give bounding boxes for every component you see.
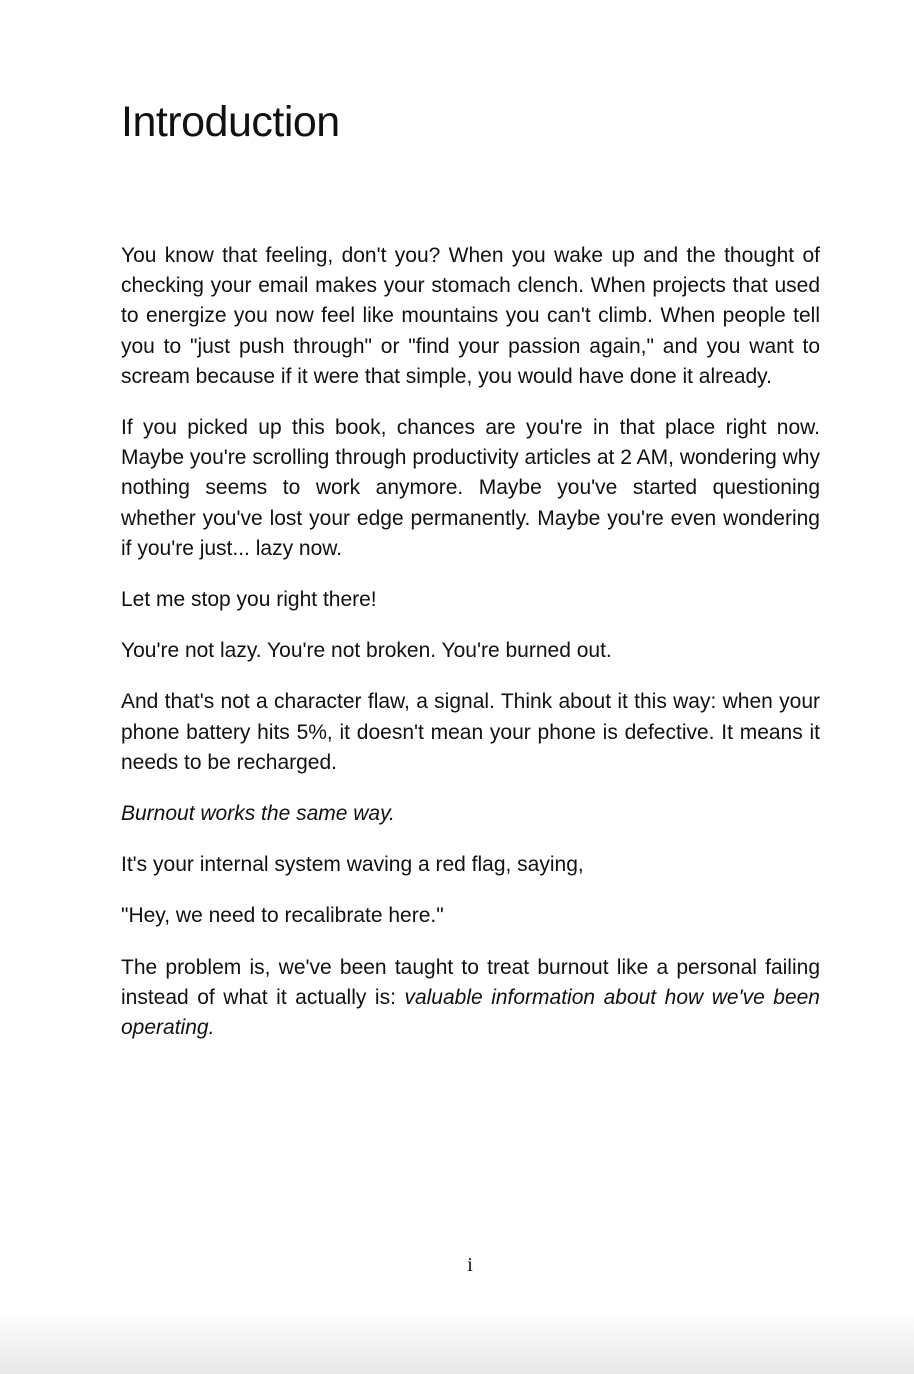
paragraph-5: And that's not a character flaw, a signal. Think about it this way: when your phone battery hits 5%, it doesn't mean your phone is defective. It means it needs to be recharged. xyxy=(121,690,820,774)
paragraph-8: "Hey, we need to recalibrate here." xyxy=(121,904,444,928)
paragraph-2: If you picked up this book, chances are you're in that place right now. Maybe you're scrolling through productivity articles at 2 AM, wondering why nothing seems to work anymore. Maybe you've started questioning whether you've lost your edge permanently. Maybe you're even wondering if you're just... lazy now. xyxy=(121,416,820,560)
paragraph-6: Burnout works the same way. xyxy=(121,802,395,826)
page-number: i xyxy=(467,1254,473,1276)
chapter-heading: Introduction xyxy=(121,98,340,146)
paragraph-4: You're not lazy. You're not broken. You're burned out. xyxy=(121,639,612,663)
paragraph-9-text: The problem is, we've been taught to treat burnout like a personal failing instead of what it actually is: xyxy=(121,955,820,1009)
paragraph-7: It's your internal system waving a red flag, saying, xyxy=(121,853,584,877)
paragraph-9-emphasis: valuable information about how we've been operating. xyxy=(121,985,820,1040)
paragraph-9 xyxy=(121,953,820,1044)
paragraph-1: You know that feeling, don't you? When you wake up and the thought of checking your email makes your stomach clench. When projects that used to energize you now feel like mountains you can't climb. When people tell you to "just push through" or "find your passion again," and you want to scream because if it were that simple, you would have done it already. xyxy=(121,244,820,388)
page-bottom-shadow xyxy=(0,1310,914,1374)
paragraph-3: Let me stop you right there! xyxy=(121,588,377,612)
chapter-body xyxy=(121,241,820,1064)
